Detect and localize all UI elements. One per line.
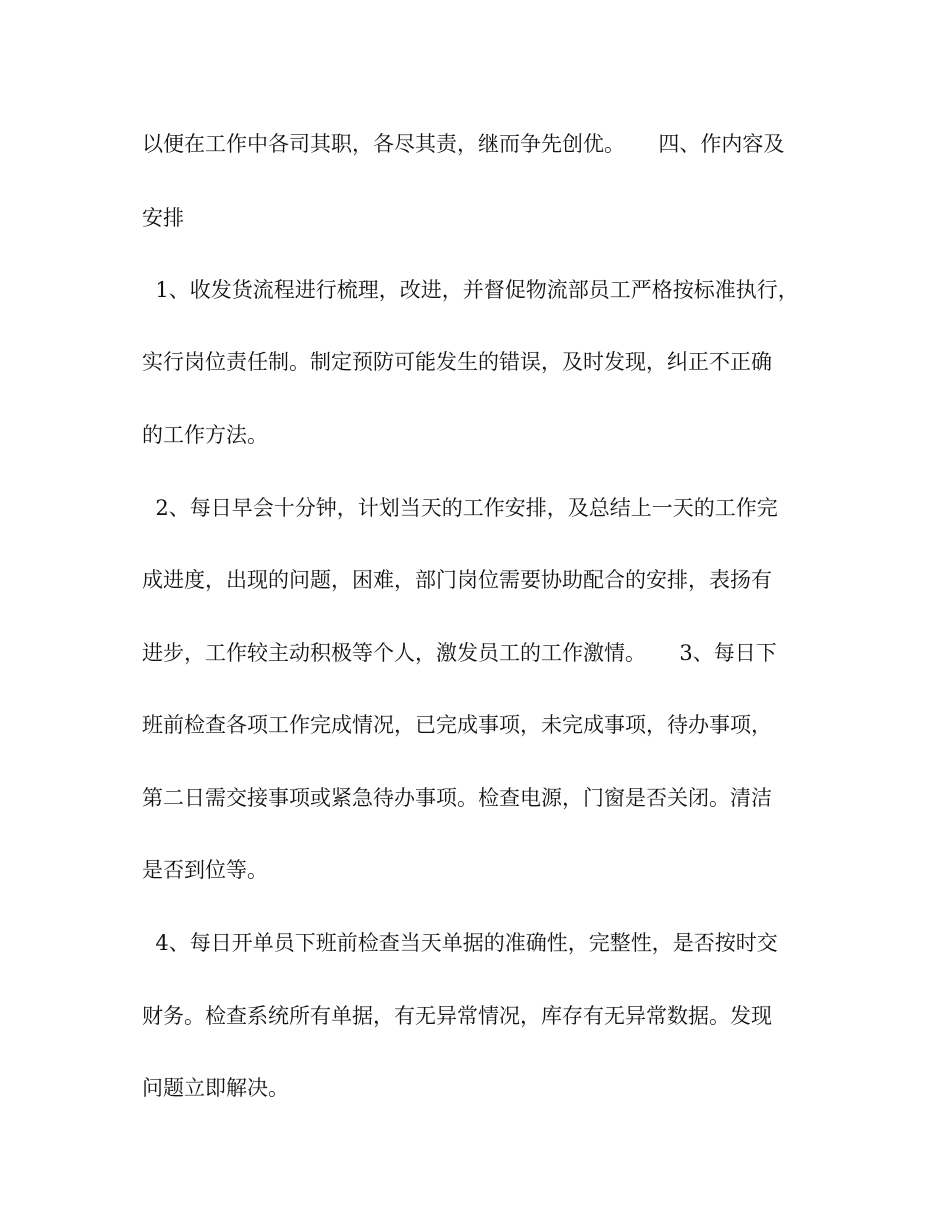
text-line: 问题立即解决。 [142, 1076, 289, 1100]
text-line: 2、每日早会十分钟，计划当天的工作安排，及总结上一天的工作完 [142, 496, 778, 520]
text-line: 实行岗位责任制。制定预防可能发生的错误，及时发现，纠正不正确 [142, 350, 772, 374]
text-line: 4、每日开单员下班前检查当天单据的准确性，完整性，是否按时交 [142, 931, 778, 955]
text-line: 安排 [142, 206, 184, 230]
text-line: 的工作方法。 [142, 423, 268, 447]
text-line: 财务。检查系统所有单据，有无异常情况，库存有无异常数据。发现 [142, 1004, 772, 1028]
text-line: 1、收发货流程进行梳理，改进，并督促物流部员工严格按标准执行， [142, 278, 799, 302]
text-line: 班前检查各项工作完成情况，已完成事项，未完成事项，待办事项， [142, 713, 772, 737]
text-line: 进步，工作较主动积极等个人，激发员工的工作激情。 3、每日下 [142, 641, 777, 665]
text-line: 第二日需交接事项或紧急待办事项。检查电源，门窗是否关闭。清洁 [142, 786, 772, 810]
text-line: 以便在工作中各司其职，各尽其责，继而争先创优。 四、作内容及 [142, 132, 785, 156]
text-line: 成进度，出现的问题，困难，部门岗位需要协助配合的安排，表扬有 [142, 568, 772, 592]
text-line: 是否到位等。 [142, 858, 268, 882]
